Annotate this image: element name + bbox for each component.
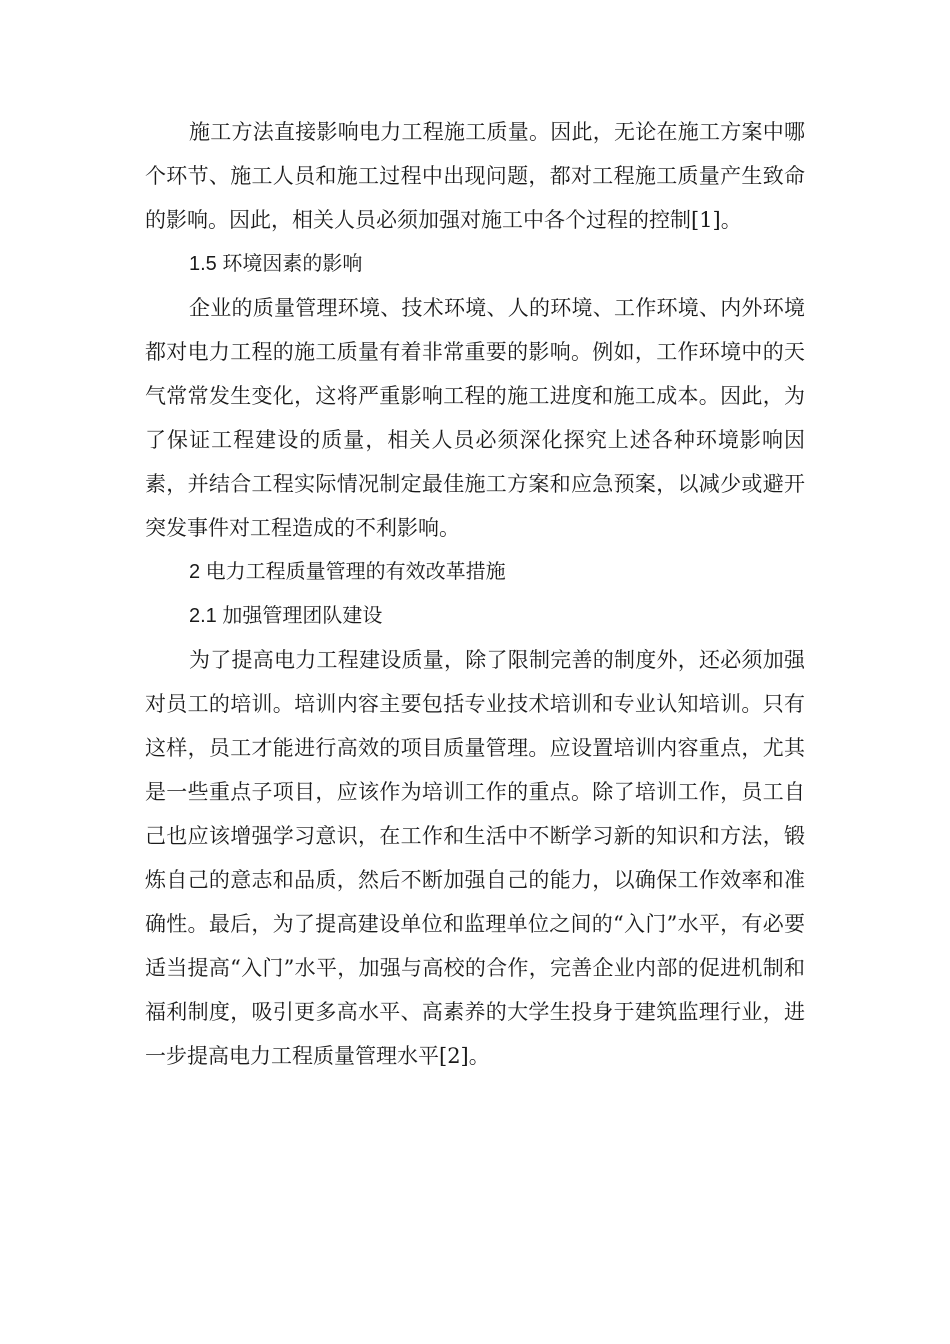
paragraph-team-training: 为了提高电力工程建设质量，除了限制完善的制度外，还必须加强对员工的培训。培训内容主要包括专业技术培训和专业认知培训。只有这样，员工才能进行高效的项目质量管理。应设置培训内容重点，尤其是一些重点子项目，应该作为培训工作的重点。除了培训工作，员工自己也应该增强学习意识，在工作和生活中不断学习新的知识和方法，锻炼自己的意志和品质，然后不断加强自己的能力，以确保工作效率和准确性。最后，为了提高建设单位和监理单位之间的“入门”水平，有必要适当提高“入门”水平，加强与高校的合作，完善企业内部的促进机制和福利制度，吸引更多高水平、高素养的大学生投身于建筑监理行业，进一步提高电力工程质量管理水平[2]。 xyxy=(145,648,805,1068)
heading-1-5-environment: 1.5 环境因素的影响 xyxy=(189,253,363,275)
paragraph-construction-method: 施工方法直接影响电力工程施工质量。因此，无论在施工方案中哪个环节、施工人员和施工过程中出现问题，都对工程施工质量产生致命的影响。因此，相关人员必须加强对施工中各个过程的控制[1]。 xyxy=(145,120,805,232)
heading-2-reform-measures: 2 电力工程质量管理的有效改革措施 xyxy=(189,561,506,583)
heading-2-1-team-building: 2.1 加强管理团队建设 xyxy=(189,605,383,627)
paragraph-environment-factors: 企业的质量管理环境、技术环境、人的环境、工作环境、内外环境都对电力工程的施工质量有着非常重要的影响。例如，工作环境中的天气常常发生变化，这将严重影响工程的施工进度和施工成本。因此，为了保证工程建设的质量，相关人员必须深化探究上述各种环境影响因素，并结合工程实际情况制定最佳施工方案和应急预案，以减少或避开突发事件对工程造成的不利影响。 xyxy=(145,296,805,540)
document-page xyxy=(145,110,805,1078)
